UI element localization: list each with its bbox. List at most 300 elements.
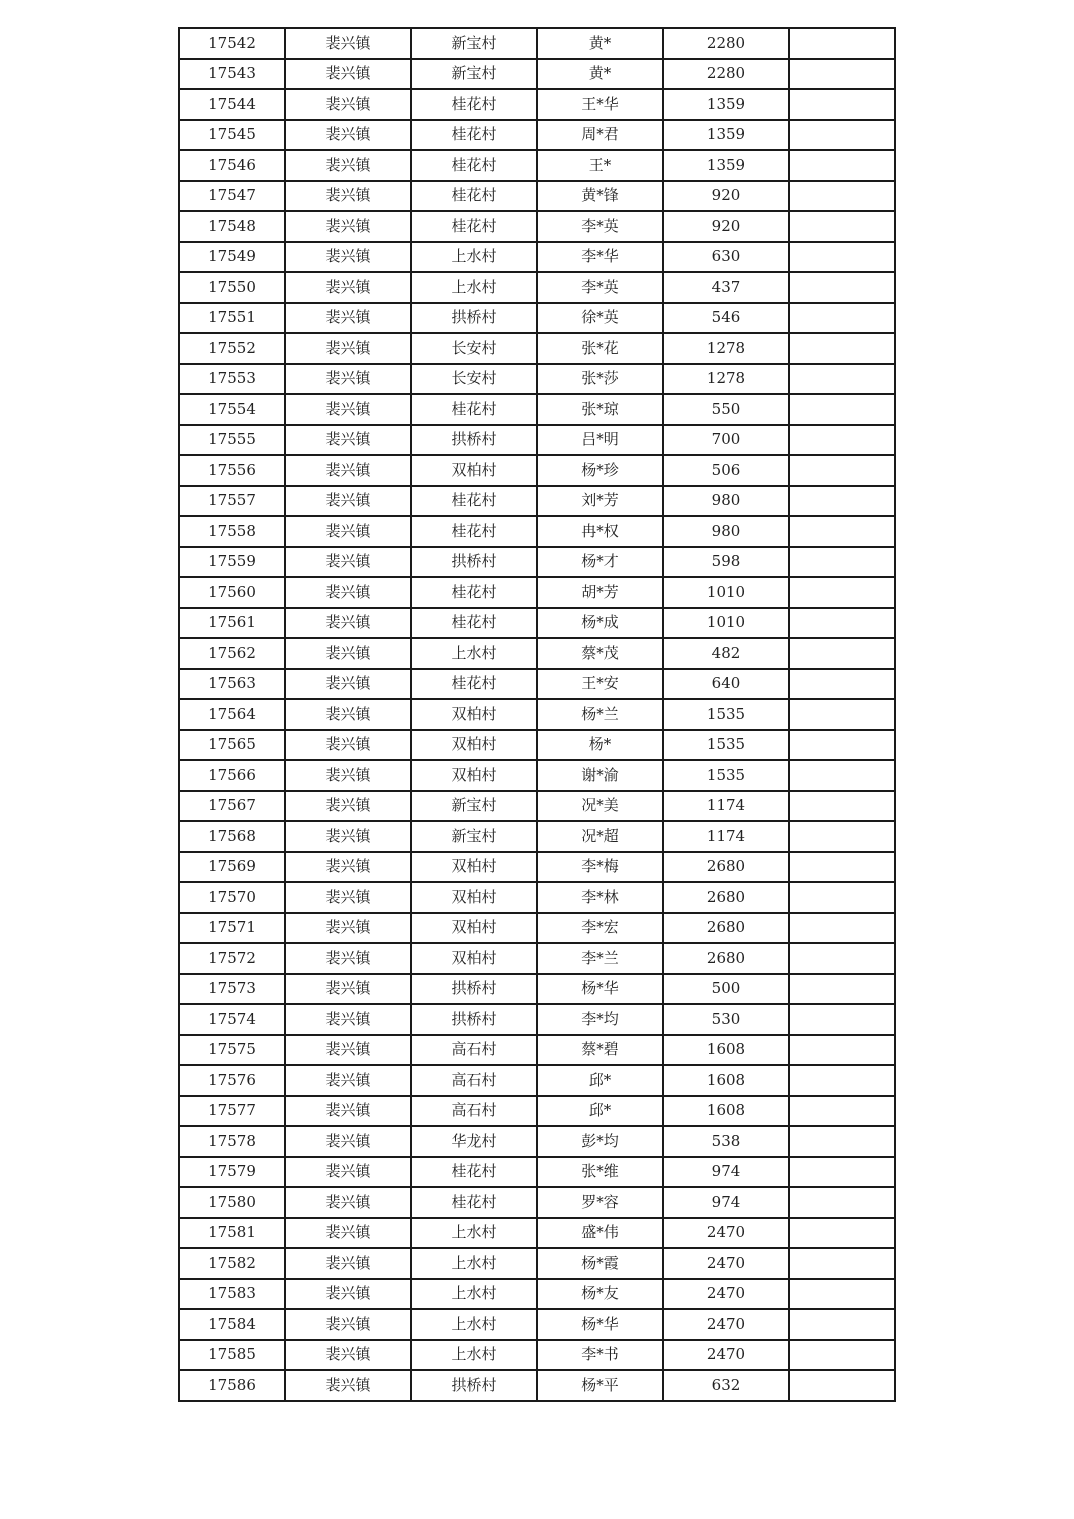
cell-village: 双柏村 bbox=[411, 760, 537, 791]
cell-village: 新宝村 bbox=[411, 791, 537, 822]
cell-note bbox=[789, 1157, 895, 1188]
cell-note bbox=[789, 1187, 895, 1218]
table-row bbox=[179, 760, 895, 791]
cell-serial-number: 17547 bbox=[179, 181, 285, 212]
cell-village: 桂花村 bbox=[411, 1157, 537, 1188]
cell-name: 李*书 bbox=[537, 1340, 663, 1371]
cell-village: 拱桥村 bbox=[411, 974, 537, 1005]
cell-amount: 530 bbox=[663, 1004, 789, 1035]
cell-serial-number: 17580 bbox=[179, 1187, 285, 1218]
cell-note bbox=[789, 28, 895, 59]
cell-amount: 974 bbox=[663, 1187, 789, 1218]
cell-serial-number: 17568 bbox=[179, 821, 285, 852]
cell-serial-number: 17564 bbox=[179, 699, 285, 730]
cell-amount: 550 bbox=[663, 394, 789, 425]
table-row bbox=[179, 547, 895, 578]
cell-town: 裴兴镇 bbox=[285, 852, 411, 883]
cell-town: 裴兴镇 bbox=[285, 455, 411, 486]
table-row bbox=[179, 882, 895, 913]
table-row bbox=[179, 608, 895, 639]
cell-town: 裴兴镇 bbox=[285, 547, 411, 578]
cell-name: 冉*权 bbox=[537, 516, 663, 547]
cell-village: 长安村 bbox=[411, 364, 537, 395]
cell-amount: 1174 bbox=[663, 821, 789, 852]
cell-name: 李*宏 bbox=[537, 913, 663, 944]
cell-village: 高石村 bbox=[411, 1035, 537, 1066]
cell-amount: 2280 bbox=[663, 59, 789, 90]
cell-serial-number: 17543 bbox=[179, 59, 285, 90]
cell-serial-number: 17544 bbox=[179, 89, 285, 120]
cell-name: 杨*华 bbox=[537, 1309, 663, 1340]
cell-town: 裴兴镇 bbox=[285, 150, 411, 181]
cell-name: 吕*明 bbox=[537, 425, 663, 456]
cell-town: 裴兴镇 bbox=[285, 1187, 411, 1218]
cell-serial-number: 17542 bbox=[179, 28, 285, 59]
cell-serial-number: 17572 bbox=[179, 943, 285, 974]
table-row bbox=[179, 394, 895, 425]
table-row bbox=[179, 181, 895, 212]
cell-town: 裴兴镇 bbox=[285, 59, 411, 90]
cell-note bbox=[789, 455, 895, 486]
table-row bbox=[179, 791, 895, 822]
table-row bbox=[179, 1126, 895, 1157]
data-table bbox=[178, 27, 896, 1402]
cell-serial-number: 17548 bbox=[179, 211, 285, 242]
cell-village: 上水村 bbox=[411, 242, 537, 273]
table-row bbox=[179, 1309, 895, 1340]
table-row bbox=[179, 1218, 895, 1249]
cell-note bbox=[789, 669, 895, 700]
table-row bbox=[179, 59, 895, 90]
cell-note bbox=[789, 1065, 895, 1096]
cell-amount: 500 bbox=[663, 974, 789, 1005]
cell-amount: 2470 bbox=[663, 1309, 789, 1340]
cell-amount: 482 bbox=[663, 638, 789, 669]
cell-amount: 506 bbox=[663, 455, 789, 486]
cell-note bbox=[789, 120, 895, 151]
table-row bbox=[179, 516, 895, 547]
cell-village: 桂花村 bbox=[411, 608, 537, 639]
cell-name: 杨*友 bbox=[537, 1279, 663, 1310]
cell-amount: 1359 bbox=[663, 150, 789, 181]
cell-serial-number: 17560 bbox=[179, 577, 285, 608]
cell-serial-number: 17569 bbox=[179, 852, 285, 883]
cell-note bbox=[789, 821, 895, 852]
table-row bbox=[179, 974, 895, 1005]
table-row bbox=[179, 425, 895, 456]
cell-name: 邱* bbox=[537, 1065, 663, 1096]
cell-amount: 2680 bbox=[663, 913, 789, 944]
cell-name: 王* bbox=[537, 150, 663, 181]
cell-serial-number: 17573 bbox=[179, 974, 285, 1005]
cell-name: 杨*珍 bbox=[537, 455, 663, 486]
table-row bbox=[179, 943, 895, 974]
cell-town: 裴兴镇 bbox=[285, 1035, 411, 1066]
cell-name: 周*君 bbox=[537, 120, 663, 151]
cell-name: 况*超 bbox=[537, 821, 663, 852]
cell-amount: 2470 bbox=[663, 1340, 789, 1371]
cell-note bbox=[789, 486, 895, 517]
cell-serial-number: 17583 bbox=[179, 1279, 285, 1310]
cell-amount: 630 bbox=[663, 242, 789, 273]
cell-village: 长安村 bbox=[411, 333, 537, 364]
cell-serial-number: 17577 bbox=[179, 1096, 285, 1127]
cell-serial-number: 17563 bbox=[179, 669, 285, 700]
cell-serial-number: 17555 bbox=[179, 425, 285, 456]
cell-town: 裴兴镇 bbox=[285, 669, 411, 700]
cell-town: 裴兴镇 bbox=[285, 120, 411, 151]
cell-town: 裴兴镇 bbox=[285, 1096, 411, 1127]
cell-name: 邱* bbox=[537, 1096, 663, 1127]
cell-serial-number: 17554 bbox=[179, 394, 285, 425]
cell-note bbox=[789, 730, 895, 761]
cell-amount: 920 bbox=[663, 181, 789, 212]
cell-village: 上水村 bbox=[411, 1279, 537, 1310]
cell-name: 黄* bbox=[537, 59, 663, 90]
table-row bbox=[179, 364, 895, 395]
cell-name: 杨*霞 bbox=[537, 1248, 663, 1279]
cell-serial-number: 17552 bbox=[179, 333, 285, 364]
cell-serial-number: 17571 bbox=[179, 913, 285, 944]
cell-note bbox=[789, 699, 895, 730]
cell-name: 况*美 bbox=[537, 791, 663, 822]
cell-name: 杨*兰 bbox=[537, 699, 663, 730]
cell-village: 拱桥村 bbox=[411, 425, 537, 456]
cell-amount: 2680 bbox=[663, 882, 789, 913]
cell-village: 双柏村 bbox=[411, 852, 537, 883]
cell-town: 裴兴镇 bbox=[285, 1279, 411, 1310]
cell-village: 新宝村 bbox=[411, 28, 537, 59]
cell-town: 裴兴镇 bbox=[285, 760, 411, 791]
table-row bbox=[179, 669, 895, 700]
cell-name: 张*莎 bbox=[537, 364, 663, 395]
cell-town: 裴兴镇 bbox=[285, 974, 411, 1005]
cell-note bbox=[789, 791, 895, 822]
cell-town: 裴兴镇 bbox=[285, 1126, 411, 1157]
cell-name: 杨*平 bbox=[537, 1370, 663, 1401]
cell-note bbox=[789, 1126, 895, 1157]
cell-town: 裴兴镇 bbox=[285, 608, 411, 639]
table-row bbox=[179, 150, 895, 181]
cell-serial-number: 17551 bbox=[179, 303, 285, 334]
table-row bbox=[179, 913, 895, 944]
table-row bbox=[179, 638, 895, 669]
cell-name: 杨* bbox=[537, 730, 663, 761]
cell-amount: 980 bbox=[663, 486, 789, 517]
table-row bbox=[179, 1157, 895, 1188]
cell-note bbox=[789, 211, 895, 242]
cell-amount: 640 bbox=[663, 669, 789, 700]
cell-town: 裴兴镇 bbox=[285, 516, 411, 547]
table-row bbox=[179, 455, 895, 486]
cell-village: 拱桥村 bbox=[411, 303, 537, 334]
cell-note bbox=[789, 1370, 895, 1401]
cell-town: 裴兴镇 bbox=[285, 1340, 411, 1371]
cell-town: 裴兴镇 bbox=[285, 181, 411, 212]
cell-serial-number: 17567 bbox=[179, 791, 285, 822]
cell-name: 李*英 bbox=[537, 211, 663, 242]
cell-note bbox=[789, 425, 895, 456]
cell-note bbox=[789, 1248, 895, 1279]
cell-town: 裴兴镇 bbox=[285, 1157, 411, 1188]
cell-serial-number: 17575 bbox=[179, 1035, 285, 1066]
cell-serial-number: 17576 bbox=[179, 1065, 285, 1096]
cell-name: 李*华 bbox=[537, 242, 663, 273]
cell-village: 桂花村 bbox=[411, 120, 537, 151]
cell-note bbox=[789, 1096, 895, 1127]
cell-town: 裴兴镇 bbox=[285, 1248, 411, 1279]
table-row bbox=[179, 333, 895, 364]
cell-village: 桂花村 bbox=[411, 394, 537, 425]
cell-name: 李*兰 bbox=[537, 943, 663, 974]
table-row bbox=[179, 1004, 895, 1035]
table-row bbox=[179, 821, 895, 852]
cell-village: 双柏村 bbox=[411, 943, 537, 974]
cell-town: 裴兴镇 bbox=[285, 303, 411, 334]
cell-note bbox=[789, 1340, 895, 1371]
cell-note bbox=[789, 1309, 895, 1340]
cell-amount: 1010 bbox=[663, 577, 789, 608]
cell-serial-number: 17558 bbox=[179, 516, 285, 547]
cell-village: 拱桥村 bbox=[411, 1370, 537, 1401]
cell-village: 桂花村 bbox=[411, 669, 537, 700]
cell-town: 裴兴镇 bbox=[285, 211, 411, 242]
cell-name: 王*安 bbox=[537, 669, 663, 700]
table-body bbox=[179, 28, 895, 1401]
cell-name: 黄*锋 bbox=[537, 181, 663, 212]
cell-town: 裴兴镇 bbox=[285, 577, 411, 608]
cell-serial-number: 17582 bbox=[179, 1248, 285, 1279]
cell-amount: 2280 bbox=[663, 28, 789, 59]
cell-serial-number: 17584 bbox=[179, 1309, 285, 1340]
cell-town: 裴兴镇 bbox=[285, 242, 411, 273]
cell-serial-number: 17553 bbox=[179, 364, 285, 395]
cell-name: 徐*英 bbox=[537, 303, 663, 334]
cell-name: 蔡*茂 bbox=[537, 638, 663, 669]
cell-name: 彭*均 bbox=[537, 1126, 663, 1157]
table-row bbox=[179, 699, 895, 730]
cell-note bbox=[789, 1004, 895, 1035]
table-row bbox=[179, 1065, 895, 1096]
table-row bbox=[179, 242, 895, 273]
cell-note bbox=[789, 638, 895, 669]
cell-village: 双柏村 bbox=[411, 730, 537, 761]
table-row bbox=[179, 1187, 895, 1218]
table-row bbox=[179, 28, 895, 59]
cell-serial-number: 17556 bbox=[179, 455, 285, 486]
cell-name: 刘*芳 bbox=[537, 486, 663, 517]
cell-name: 李*均 bbox=[537, 1004, 663, 1035]
cell-town: 裴兴镇 bbox=[285, 333, 411, 364]
table-row bbox=[179, 852, 895, 883]
cell-name: 张*琼 bbox=[537, 394, 663, 425]
cell-amount: 1359 bbox=[663, 120, 789, 151]
cell-serial-number: 17559 bbox=[179, 547, 285, 578]
cell-amount: 2470 bbox=[663, 1279, 789, 1310]
cell-serial-number: 17581 bbox=[179, 1218, 285, 1249]
cell-village: 桂花村 bbox=[411, 150, 537, 181]
cell-amount: 700 bbox=[663, 425, 789, 456]
cell-amount: 1278 bbox=[663, 364, 789, 395]
cell-amount: 1608 bbox=[663, 1096, 789, 1127]
cell-village: 新宝村 bbox=[411, 821, 537, 852]
cell-note bbox=[789, 608, 895, 639]
cell-town: 裴兴镇 bbox=[285, 364, 411, 395]
cell-village: 双柏村 bbox=[411, 455, 537, 486]
cell-note bbox=[789, 1279, 895, 1310]
cell-name: 李*林 bbox=[537, 882, 663, 913]
cell-village: 桂花村 bbox=[411, 181, 537, 212]
cell-town: 裴兴镇 bbox=[285, 943, 411, 974]
cell-amount: 2680 bbox=[663, 943, 789, 974]
table-row bbox=[179, 1279, 895, 1310]
cell-town: 裴兴镇 bbox=[285, 1218, 411, 1249]
cell-village: 双柏村 bbox=[411, 699, 537, 730]
cell-amount: 1278 bbox=[663, 333, 789, 364]
cell-note bbox=[789, 89, 895, 120]
cell-town: 裴兴镇 bbox=[285, 1309, 411, 1340]
cell-village: 上水村 bbox=[411, 1309, 537, 1340]
cell-town: 裴兴镇 bbox=[285, 638, 411, 669]
table-row bbox=[179, 486, 895, 517]
table-row bbox=[179, 120, 895, 151]
table-row bbox=[179, 1035, 895, 1066]
cell-note bbox=[789, 577, 895, 608]
cell-name: 盛*伟 bbox=[537, 1218, 663, 1249]
cell-amount: 1608 bbox=[663, 1035, 789, 1066]
cell-note bbox=[789, 974, 895, 1005]
cell-serial-number: 17570 bbox=[179, 882, 285, 913]
cell-note bbox=[789, 516, 895, 547]
cell-note bbox=[789, 1218, 895, 1249]
cell-amount: 1010 bbox=[663, 608, 789, 639]
cell-note bbox=[789, 760, 895, 791]
cell-amount: 1359 bbox=[663, 89, 789, 120]
table-row bbox=[179, 730, 895, 761]
cell-serial-number: 17579 bbox=[179, 1157, 285, 1188]
cell-town: 裴兴镇 bbox=[285, 699, 411, 730]
cell-town: 裴兴镇 bbox=[285, 882, 411, 913]
cell-serial-number: 17574 bbox=[179, 1004, 285, 1035]
table-row bbox=[179, 1248, 895, 1279]
cell-serial-number: 17561 bbox=[179, 608, 285, 639]
cell-name: 罗*容 bbox=[537, 1187, 663, 1218]
cell-name: 谢*渝 bbox=[537, 760, 663, 791]
cell-serial-number: 17586 bbox=[179, 1370, 285, 1401]
cell-village: 桂花村 bbox=[411, 211, 537, 242]
cell-village: 拱桥村 bbox=[411, 1004, 537, 1035]
cell-note bbox=[789, 913, 895, 944]
cell-note bbox=[789, 303, 895, 334]
cell-village: 桂花村 bbox=[411, 486, 537, 517]
cell-name: 李*梅 bbox=[537, 852, 663, 883]
cell-amount: 1174 bbox=[663, 791, 789, 822]
cell-village: 新宝村 bbox=[411, 59, 537, 90]
cell-note bbox=[789, 364, 895, 395]
table-row bbox=[179, 272, 895, 303]
cell-note bbox=[789, 1035, 895, 1066]
cell-note bbox=[789, 181, 895, 212]
cell-town: 裴兴镇 bbox=[285, 272, 411, 303]
cell-village: 桂花村 bbox=[411, 577, 537, 608]
cell-amount: 1535 bbox=[663, 760, 789, 791]
cell-village: 桂花村 bbox=[411, 89, 537, 120]
cell-serial-number: 17545 bbox=[179, 120, 285, 151]
cell-town: 裴兴镇 bbox=[285, 486, 411, 517]
cell-amount: 632 bbox=[663, 1370, 789, 1401]
cell-village: 双柏村 bbox=[411, 882, 537, 913]
cell-village: 上水村 bbox=[411, 272, 537, 303]
cell-name: 黄* bbox=[537, 28, 663, 59]
cell-amount: 437 bbox=[663, 272, 789, 303]
cell-note bbox=[789, 852, 895, 883]
cell-village: 拱桥村 bbox=[411, 547, 537, 578]
cell-amount: 1535 bbox=[663, 699, 789, 730]
cell-town: 裴兴镇 bbox=[285, 425, 411, 456]
cell-note bbox=[789, 882, 895, 913]
cell-serial-number: 17565 bbox=[179, 730, 285, 761]
cell-serial-number: 17549 bbox=[179, 242, 285, 273]
cell-town: 裴兴镇 bbox=[285, 913, 411, 944]
cell-town: 裴兴镇 bbox=[285, 1065, 411, 1096]
cell-note bbox=[789, 547, 895, 578]
cell-amount: 598 bbox=[663, 547, 789, 578]
cell-amount: 974 bbox=[663, 1157, 789, 1188]
cell-note bbox=[789, 943, 895, 974]
cell-name: 胡*芳 bbox=[537, 577, 663, 608]
cell-name: 王*华 bbox=[537, 89, 663, 120]
table-row bbox=[179, 1096, 895, 1127]
cell-name: 李*英 bbox=[537, 272, 663, 303]
cell-amount: 980 bbox=[663, 516, 789, 547]
cell-town: 裴兴镇 bbox=[285, 821, 411, 852]
cell-note bbox=[789, 272, 895, 303]
cell-amount: 1535 bbox=[663, 730, 789, 761]
cell-serial-number: 17557 bbox=[179, 486, 285, 517]
cell-serial-number: 17578 bbox=[179, 1126, 285, 1157]
cell-town: 裴兴镇 bbox=[285, 89, 411, 120]
cell-amount: 538 bbox=[663, 1126, 789, 1157]
cell-serial-number: 17546 bbox=[179, 150, 285, 181]
table-row bbox=[179, 211, 895, 242]
cell-village: 上水村 bbox=[411, 638, 537, 669]
cell-amount: 2470 bbox=[663, 1248, 789, 1279]
cell-note bbox=[789, 242, 895, 273]
table-row bbox=[179, 577, 895, 608]
cell-village: 桂花村 bbox=[411, 1187, 537, 1218]
cell-village: 桂花村 bbox=[411, 516, 537, 547]
cell-serial-number: 17566 bbox=[179, 760, 285, 791]
cell-note bbox=[789, 333, 895, 364]
cell-name: 杨*才 bbox=[537, 547, 663, 578]
table-row bbox=[179, 1370, 895, 1401]
cell-town: 裴兴镇 bbox=[285, 730, 411, 761]
cell-town: 裴兴镇 bbox=[285, 1370, 411, 1401]
cell-amount: 1608 bbox=[663, 1065, 789, 1096]
cell-town: 裴兴镇 bbox=[285, 28, 411, 59]
cell-village: 华龙村 bbox=[411, 1126, 537, 1157]
cell-name: 张*花 bbox=[537, 333, 663, 364]
cell-town: 裴兴镇 bbox=[285, 1004, 411, 1035]
cell-amount: 920 bbox=[663, 211, 789, 242]
cell-amount: 2680 bbox=[663, 852, 789, 883]
cell-village: 高石村 bbox=[411, 1065, 537, 1096]
cell-name: 杨*成 bbox=[537, 608, 663, 639]
cell-village: 上水村 bbox=[411, 1218, 537, 1249]
table-row bbox=[179, 1340, 895, 1371]
cell-serial-number: 17562 bbox=[179, 638, 285, 669]
cell-note bbox=[789, 394, 895, 425]
